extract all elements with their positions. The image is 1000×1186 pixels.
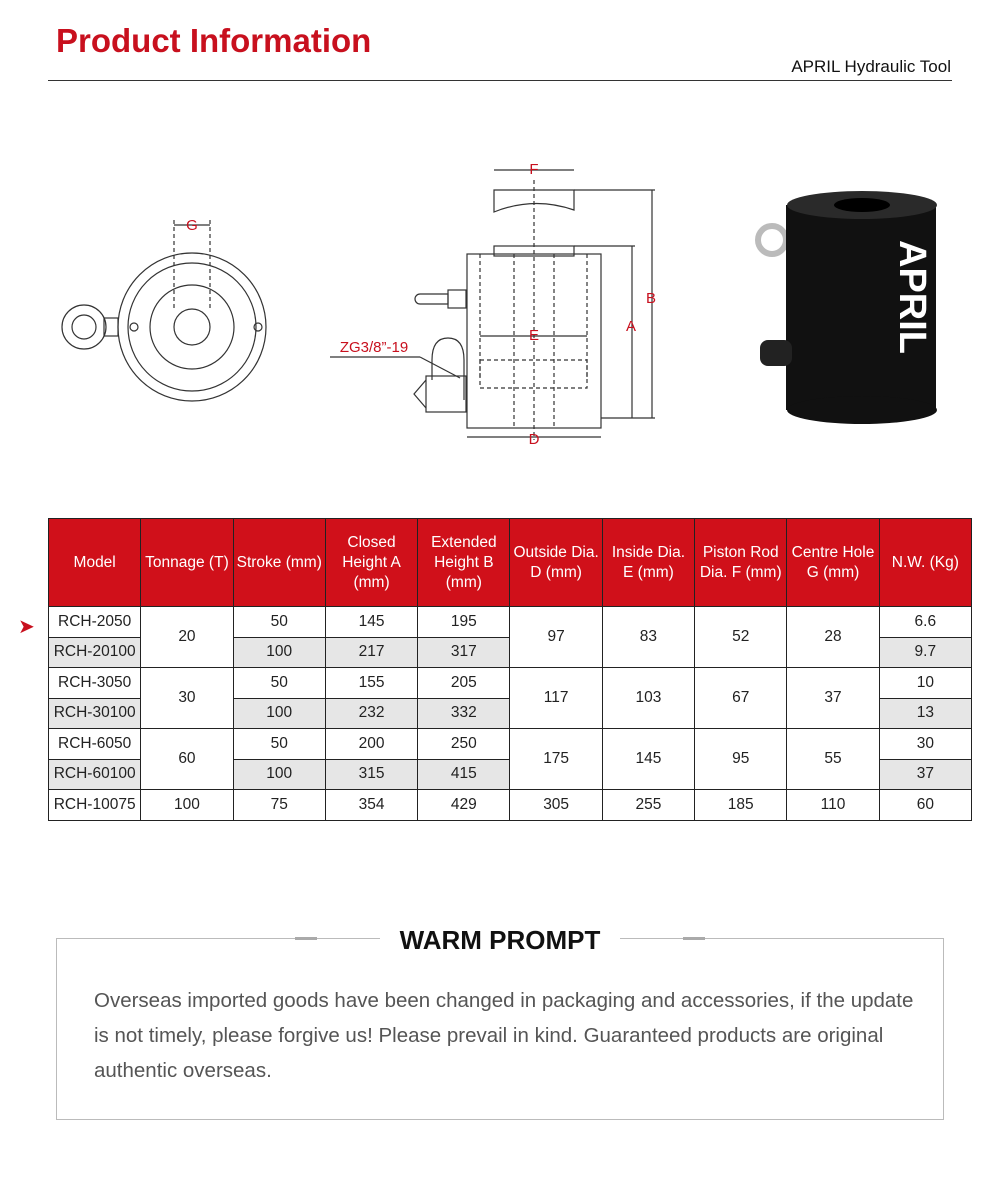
col-weight: N.W. (Kg): [879, 519, 971, 607]
label-port: ZG3/8”-19: [339, 339, 409, 356]
cell-closed: 315: [325, 759, 417, 790]
col-model: Model: [49, 519, 141, 607]
cell-nw: 30: [879, 729, 971, 760]
table-row: [49, 729, 972, 760]
cell-model: RCH-60100: [49, 759, 141, 790]
cell-model: RCH-6050: [49, 729, 141, 760]
brand-name: APRIL Hydraulic Tool: [791, 57, 951, 76]
cell-od: 97: [510, 607, 602, 668]
table-row: [49, 607, 972, 638]
cell-stroke: 100: [233, 698, 325, 729]
cell-model: RCH-30100: [49, 698, 141, 729]
cell-extended: 332: [418, 698, 510, 729]
cell-hole: 28: [787, 607, 879, 668]
cell-id: 83: [602, 607, 694, 668]
product-logo: APRIL: [891, 240, 933, 354]
cell-closed: 145: [325, 607, 417, 638]
cell-stroke: 50: [233, 729, 325, 760]
cell-rod: 67: [695, 668, 787, 729]
cell-id: 255: [602, 790, 694, 821]
product-photo: [758, 191, 937, 424]
cell-extended: 250: [418, 729, 510, 760]
cell-model: RCH-10075: [49, 790, 141, 821]
table-row: [49, 790, 972, 821]
page-title: Product Information: [56, 22, 372, 59]
label-e: E: [528, 327, 540, 344]
cell-stroke: 75: [233, 790, 325, 821]
cell-rod: 185: [695, 790, 787, 821]
label-g: G: [186, 217, 198, 234]
cell-tonnage: 20: [141, 607, 233, 668]
cell-hole: 55: [787, 729, 879, 790]
cell-hole: 37: [787, 668, 879, 729]
cell-model: RCH-3050: [49, 668, 141, 699]
technical-diagram: [0, 150, 1000, 450]
cell-model: RCH-20100: [49, 637, 141, 668]
cell-nw: 60: [879, 790, 971, 821]
cell-extended: 195: [418, 607, 510, 638]
cell-nw: 6.6: [879, 607, 971, 638]
label-b: B: [645, 290, 657, 307]
label-a: A: [625, 318, 637, 335]
col-closed-height: Closed Height A (mm): [325, 519, 417, 607]
col-centre-hole: Centre Hole G (mm): [787, 519, 879, 607]
cell-extended: 429: [418, 790, 510, 821]
cell-stroke: 50: [233, 668, 325, 699]
cell-od: 117: [510, 668, 602, 729]
cell-stroke: 100: [233, 759, 325, 790]
cell-nw: 37: [879, 759, 971, 790]
col-inside-dia: Inside Dia. E (mm): [602, 519, 694, 607]
cell-closed: 217: [325, 637, 417, 668]
cell-closed: 354: [325, 790, 417, 821]
side-view-drawing: [330, 170, 655, 440]
cell-extended: 205: [418, 668, 510, 699]
cell-extended: 317: [418, 637, 510, 668]
cell-nw: 9.7: [879, 637, 971, 668]
col-outside-dia: Outside Dia. D (mm): [510, 519, 602, 607]
cell-rod: 52: [695, 607, 787, 668]
cell-closed: 155: [325, 668, 417, 699]
col-tonnage: Tonnage (T): [141, 519, 233, 607]
cell-tonnage: 30: [141, 668, 233, 729]
spec-table: [48, 518, 972, 821]
cell-id: 103: [602, 668, 694, 729]
table-row: [49, 668, 972, 699]
row-pointer-icon: ➤: [18, 616, 35, 638]
label-f: F: [529, 161, 539, 178]
cell-stroke: 50: [233, 607, 325, 638]
top-view-drawing: [62, 220, 266, 401]
cell-nw: 13: [879, 698, 971, 729]
cell-closed: 232: [325, 698, 417, 729]
cell-tonnage: 100: [141, 790, 233, 821]
label-d: D: [528, 431, 540, 448]
cell-extended: 415: [418, 759, 510, 790]
cell-stroke: 100: [233, 637, 325, 668]
cell-id: 145: [602, 729, 694, 790]
warm-prompt-text: Overseas imported goods have been changed in packaging and accessories, if the update is not timely, please forgive us! Please prevail in kind. Guaranteed products are original authentic overseas.: [94, 989, 914, 1082]
cell-od: 175: [510, 729, 602, 790]
cell-closed: 200: [325, 729, 417, 760]
col-rod-dia: Piston Rod Dia. F (mm): [695, 519, 787, 607]
header-divider: [48, 80, 952, 81]
cell-hole: 110: [787, 790, 879, 821]
cell-model: RCH-2050: [49, 607, 141, 638]
warm-prompt-title: WARM PROMPT: [380, 925, 621, 955]
cell-nw: 10: [879, 668, 971, 699]
col-extended-height: Extended Height B (mm): [418, 519, 510, 607]
cell-rod: 95: [695, 729, 787, 790]
cell-od: 305: [510, 790, 602, 821]
col-stroke: Stroke (mm): [233, 519, 325, 607]
cell-tonnage: 60: [141, 729, 233, 790]
